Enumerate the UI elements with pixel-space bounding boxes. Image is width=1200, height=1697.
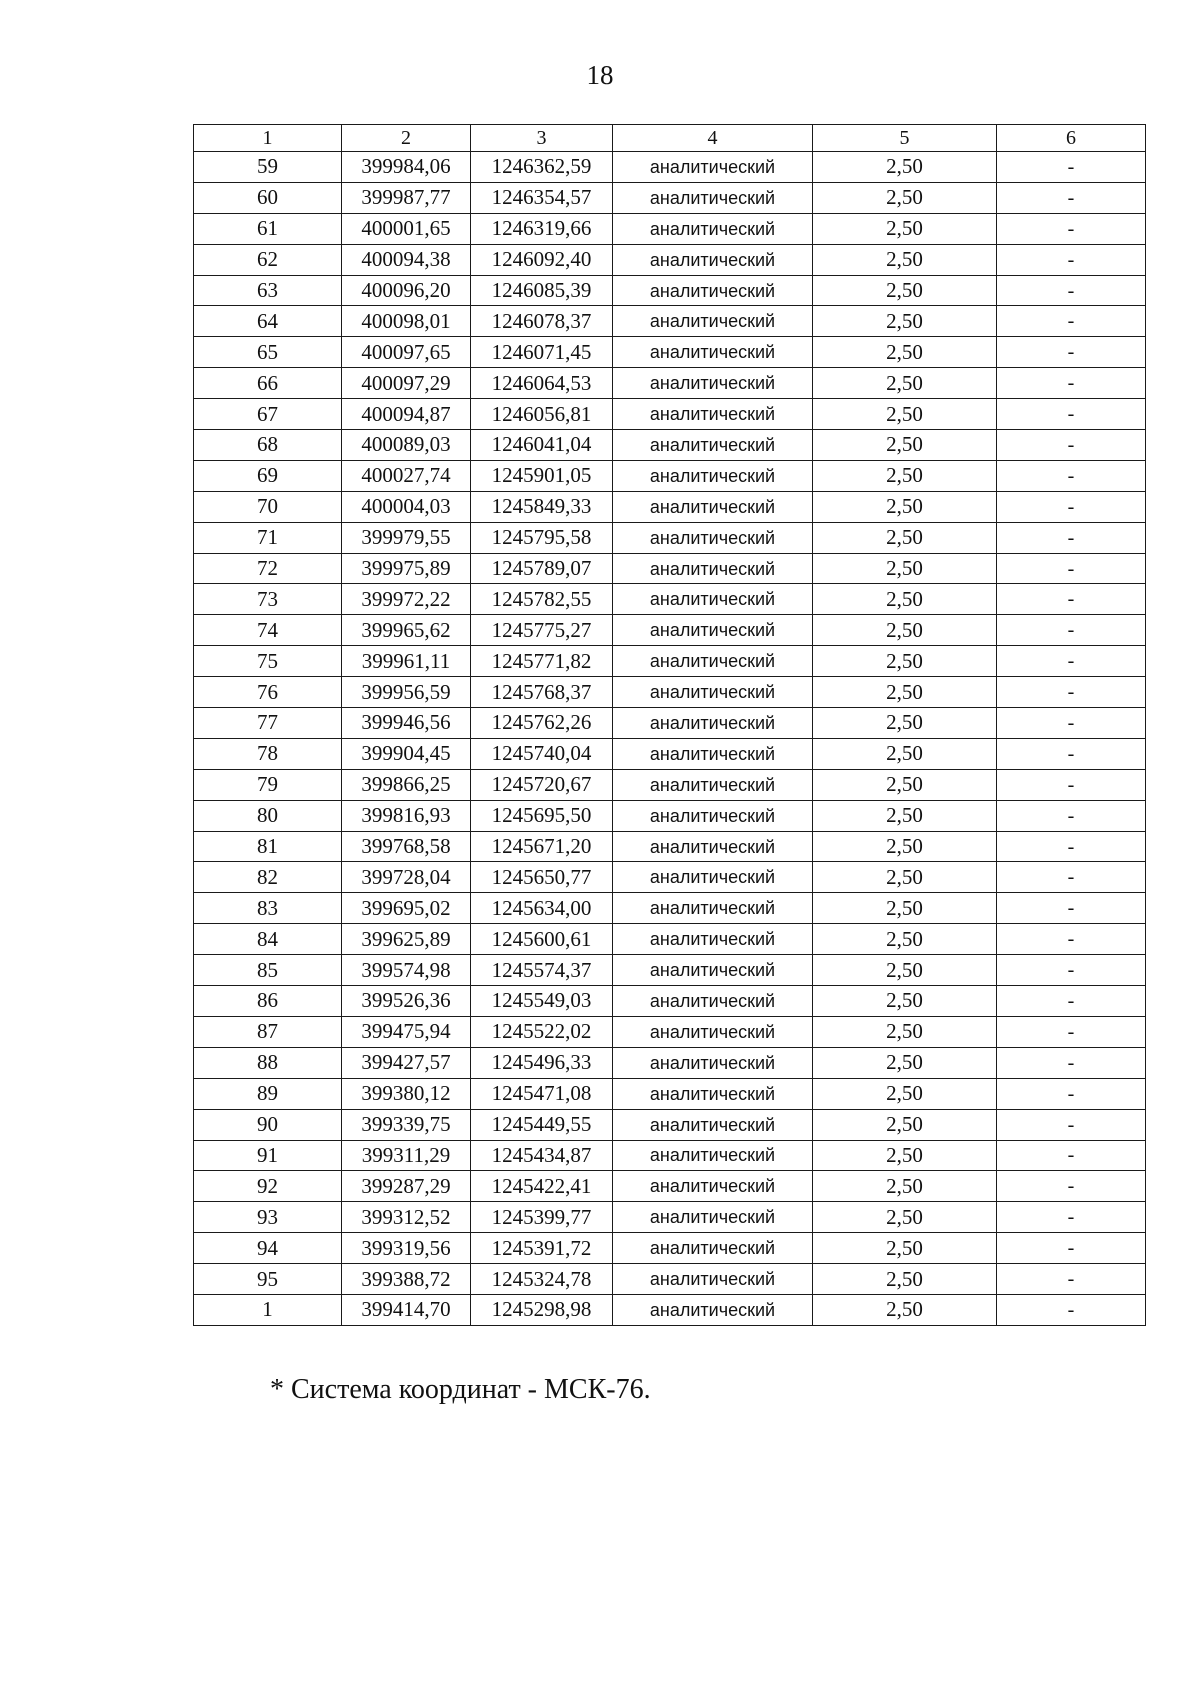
y-coordinate-cell: 1245391,72 bbox=[471, 1233, 613, 1264]
point-number-cell: 65 bbox=[194, 337, 342, 368]
accuracy-cell: 2,50 bbox=[813, 430, 997, 461]
method-cell: аналитический bbox=[613, 1140, 813, 1171]
x-coordinate-cell: 400097,65 bbox=[342, 337, 471, 368]
method-cell: аналитический bbox=[613, 677, 813, 708]
point-number-cell: 66 bbox=[194, 368, 342, 399]
method-cell: аналитический bbox=[613, 553, 813, 584]
x-coordinate-cell: 400094,38 bbox=[342, 244, 471, 275]
note-cell: - bbox=[997, 893, 1146, 924]
y-coordinate-cell: 1245449,55 bbox=[471, 1109, 613, 1140]
x-coordinate-cell: 399768,58 bbox=[342, 831, 471, 862]
note-cell: - bbox=[997, 708, 1146, 739]
table-row bbox=[194, 244, 1146, 275]
accuracy-cell: 2,50 bbox=[813, 1016, 997, 1047]
note-cell: - bbox=[997, 1264, 1146, 1295]
method-cell: аналитический bbox=[613, 1016, 813, 1047]
point-number-cell: 73 bbox=[194, 584, 342, 615]
note-cell: - bbox=[997, 1294, 1146, 1325]
accuracy-cell: 2,50 bbox=[813, 1047, 997, 1078]
point-number-cell: 70 bbox=[194, 491, 342, 522]
accuracy-cell: 2,50 bbox=[813, 800, 997, 831]
accuracy-cell: 2,50 bbox=[813, 893, 997, 924]
x-coordinate-cell: 399866,25 bbox=[342, 769, 471, 800]
y-coordinate-cell: 1245782,55 bbox=[471, 584, 613, 615]
note-cell: - bbox=[997, 1171, 1146, 1202]
method-cell: аналитический bbox=[613, 491, 813, 522]
point-number-cell: 71 bbox=[194, 522, 342, 553]
note-cell: - bbox=[997, 677, 1146, 708]
x-coordinate-cell: 399414,70 bbox=[342, 1294, 471, 1325]
y-coordinate-cell: 1245422,41 bbox=[471, 1171, 613, 1202]
point-number-cell: 74 bbox=[194, 615, 342, 646]
accuracy-cell: 2,50 bbox=[813, 460, 997, 491]
note-cell: - bbox=[997, 955, 1146, 986]
x-coordinate-cell: 399979,55 bbox=[342, 522, 471, 553]
x-coordinate-cell: 399311,29 bbox=[342, 1140, 471, 1171]
note-cell: - bbox=[997, 924, 1146, 955]
x-coordinate-cell: 400097,29 bbox=[342, 368, 471, 399]
y-coordinate-cell: 1245771,82 bbox=[471, 646, 613, 677]
note-cell: - bbox=[997, 368, 1146, 399]
accuracy-cell: 2,50 bbox=[813, 1264, 997, 1295]
method-cell: аналитический bbox=[613, 1109, 813, 1140]
method-cell: аналитический bbox=[613, 275, 813, 306]
x-coordinate-cell: 399380,12 bbox=[342, 1078, 471, 1109]
note-cell: - bbox=[997, 1233, 1146, 1264]
accuracy-cell: 2,50 bbox=[813, 955, 997, 986]
point-number-cell: 62 bbox=[194, 244, 342, 275]
accuracy-cell: 2,50 bbox=[813, 553, 997, 584]
table-row bbox=[194, 553, 1146, 584]
y-coordinate-cell: 1245522,02 bbox=[471, 1016, 613, 1047]
y-coordinate-cell: 1246041,04 bbox=[471, 430, 613, 461]
accuracy-cell: 2,50 bbox=[813, 368, 997, 399]
y-coordinate-cell: 1246071,45 bbox=[471, 337, 613, 368]
accuracy-cell: 2,50 bbox=[813, 1233, 997, 1264]
note-cell: - bbox=[997, 1109, 1146, 1140]
table-row bbox=[194, 1047, 1146, 1078]
point-number-cell: 60 bbox=[194, 182, 342, 213]
y-coordinate-cell: 1245434,87 bbox=[471, 1140, 613, 1171]
table-row bbox=[194, 924, 1146, 955]
note-cell: - bbox=[997, 738, 1146, 769]
table-row bbox=[194, 368, 1146, 399]
accuracy-cell: 2,50 bbox=[813, 306, 997, 337]
accuracy-cell: 2,50 bbox=[813, 1294, 997, 1325]
table-row bbox=[194, 213, 1146, 244]
x-coordinate-cell: 399904,45 bbox=[342, 738, 471, 769]
method-cell: аналитический bbox=[613, 800, 813, 831]
table-row bbox=[194, 182, 1146, 213]
x-coordinate-cell: 399695,02 bbox=[342, 893, 471, 924]
method-cell: аналитический bbox=[613, 152, 813, 183]
note-cell: - bbox=[997, 152, 1146, 183]
y-coordinate-cell: 1245471,08 bbox=[471, 1078, 613, 1109]
y-coordinate-cell: 1245768,37 bbox=[471, 677, 613, 708]
y-coordinate-cell: 1246319,66 bbox=[471, 213, 613, 244]
table-row bbox=[194, 646, 1146, 677]
x-coordinate-cell: 399339,75 bbox=[342, 1109, 471, 1140]
table-header-row bbox=[194, 125, 1146, 152]
x-coordinate-cell: 399728,04 bbox=[342, 862, 471, 893]
note-cell: - bbox=[997, 399, 1146, 430]
x-coordinate-cell: 399388,72 bbox=[342, 1264, 471, 1295]
table-row bbox=[194, 800, 1146, 831]
table-row bbox=[194, 1264, 1146, 1295]
x-coordinate-cell: 399816,93 bbox=[342, 800, 471, 831]
y-coordinate-cell: 1245600,61 bbox=[471, 924, 613, 955]
point-number-cell: 80 bbox=[194, 800, 342, 831]
table-row bbox=[194, 337, 1146, 368]
note-cell: - bbox=[997, 986, 1146, 1017]
note-cell: - bbox=[997, 769, 1146, 800]
accuracy-cell: 2,50 bbox=[813, 337, 997, 368]
method-cell: аналитический bbox=[613, 1171, 813, 1202]
y-coordinate-cell: 1246092,40 bbox=[471, 244, 613, 275]
table-row bbox=[194, 831, 1146, 862]
table-row bbox=[194, 1078, 1146, 1109]
x-coordinate-cell: 400004,03 bbox=[342, 491, 471, 522]
header-col-6: 6 bbox=[997, 125, 1146, 152]
method-cell: аналитический bbox=[613, 399, 813, 430]
accuracy-cell: 2,50 bbox=[813, 924, 997, 955]
y-coordinate-cell: 1245901,05 bbox=[471, 460, 613, 491]
point-number-cell: 94 bbox=[194, 1233, 342, 1264]
y-coordinate-cell: 1245399,77 bbox=[471, 1202, 613, 1233]
y-coordinate-cell: 1245574,37 bbox=[471, 955, 613, 986]
method-cell: аналитический bbox=[613, 337, 813, 368]
method-cell: аналитический bbox=[613, 738, 813, 769]
x-coordinate-cell: 399319,56 bbox=[342, 1233, 471, 1264]
x-coordinate-cell: 399574,98 bbox=[342, 955, 471, 986]
header-col-2: 2 bbox=[342, 125, 471, 152]
note-cell: - bbox=[997, 522, 1146, 553]
method-cell: аналитический bbox=[613, 924, 813, 955]
method-cell: аналитический bbox=[613, 769, 813, 800]
method-cell: аналитический bbox=[613, 584, 813, 615]
point-number-cell: 88 bbox=[194, 1047, 342, 1078]
y-coordinate-cell: 1245634,00 bbox=[471, 893, 613, 924]
y-coordinate-cell: 1246085,39 bbox=[471, 275, 613, 306]
y-coordinate-cell: 1246056,81 bbox=[471, 399, 613, 430]
method-cell: аналитический bbox=[613, 646, 813, 677]
table-body bbox=[194, 152, 1146, 1326]
x-coordinate-cell: 399287,29 bbox=[342, 1171, 471, 1202]
note-cell: - bbox=[997, 1140, 1146, 1171]
accuracy-cell: 2,50 bbox=[813, 646, 997, 677]
y-coordinate-cell: 1245775,27 bbox=[471, 615, 613, 646]
table-row bbox=[194, 769, 1146, 800]
accuracy-cell: 2,50 bbox=[813, 1171, 997, 1202]
point-number-cell: 69 bbox=[194, 460, 342, 491]
y-coordinate-cell: 1245671,20 bbox=[471, 831, 613, 862]
header-col-4: 4 bbox=[613, 125, 813, 152]
x-coordinate-cell: 400001,65 bbox=[342, 213, 471, 244]
y-coordinate-cell: 1245496,33 bbox=[471, 1047, 613, 1078]
accuracy-cell: 2,50 bbox=[813, 769, 997, 800]
x-coordinate-cell: 399526,36 bbox=[342, 986, 471, 1017]
accuracy-cell: 2,50 bbox=[813, 1078, 997, 1109]
x-coordinate-cell: 399972,22 bbox=[342, 584, 471, 615]
table-row bbox=[194, 306, 1146, 337]
y-coordinate-cell: 1245789,07 bbox=[471, 553, 613, 584]
accuracy-cell: 2,50 bbox=[813, 986, 997, 1017]
x-coordinate-cell: 400094,87 bbox=[342, 399, 471, 430]
accuracy-cell: 2,50 bbox=[813, 738, 997, 769]
x-coordinate-cell: 399956,59 bbox=[342, 677, 471, 708]
y-coordinate-cell: 1246078,37 bbox=[471, 306, 613, 337]
x-coordinate-cell: 399961,11 bbox=[342, 646, 471, 677]
point-number-cell: 72 bbox=[194, 553, 342, 584]
table-row bbox=[194, 1294, 1146, 1325]
x-coordinate-cell: 399427,57 bbox=[342, 1047, 471, 1078]
method-cell: аналитический bbox=[613, 306, 813, 337]
method-cell: аналитический bbox=[613, 1047, 813, 1078]
y-coordinate-cell: 1246064,53 bbox=[471, 368, 613, 399]
point-number-cell: 1 bbox=[194, 1294, 342, 1325]
table-row bbox=[194, 862, 1146, 893]
accuracy-cell: 2,50 bbox=[813, 1109, 997, 1140]
point-number-cell: 61 bbox=[194, 213, 342, 244]
note-cell: - bbox=[997, 213, 1146, 244]
method-cell: аналитический bbox=[613, 1078, 813, 1109]
method-cell: аналитический bbox=[613, 893, 813, 924]
table-row bbox=[194, 615, 1146, 646]
y-coordinate-cell: 1245720,67 bbox=[471, 769, 613, 800]
note-cell: - bbox=[997, 337, 1146, 368]
method-cell: аналитический bbox=[613, 831, 813, 862]
point-number-cell: 90 bbox=[194, 1109, 342, 1140]
table-row bbox=[194, 708, 1146, 739]
accuracy-cell: 2,50 bbox=[813, 244, 997, 275]
accuracy-cell: 2,50 bbox=[813, 275, 997, 306]
point-number-cell: 59 bbox=[194, 152, 342, 183]
point-number-cell: 87 bbox=[194, 1016, 342, 1047]
note-cell: - bbox=[997, 862, 1146, 893]
header-col-1: 1 bbox=[194, 125, 342, 152]
accuracy-cell: 2,50 bbox=[813, 213, 997, 244]
accuracy-cell: 2,50 bbox=[813, 399, 997, 430]
accuracy-cell: 2,50 bbox=[813, 615, 997, 646]
y-coordinate-cell: 1246362,59 bbox=[471, 152, 613, 183]
note-cell: - bbox=[997, 1202, 1146, 1233]
table-row bbox=[194, 1233, 1146, 1264]
point-number-cell: 83 bbox=[194, 893, 342, 924]
x-coordinate-cell: 400098,01 bbox=[342, 306, 471, 337]
accuracy-cell: 2,50 bbox=[813, 584, 997, 615]
y-coordinate-cell: 1246354,57 bbox=[471, 182, 613, 213]
note-cell: - bbox=[997, 491, 1146, 522]
table-row bbox=[194, 430, 1146, 461]
coordinate-system-footnote: * Система координат - МСК-76. bbox=[270, 1374, 651, 1405]
x-coordinate-cell: 399946,56 bbox=[342, 708, 471, 739]
page-number: 18 bbox=[586, 60, 614, 90]
table-row bbox=[194, 893, 1146, 924]
y-coordinate-cell: 1245695,50 bbox=[471, 800, 613, 831]
accuracy-cell: 2,50 bbox=[813, 522, 997, 553]
table-row bbox=[194, 460, 1146, 491]
table-row bbox=[194, 275, 1146, 306]
method-cell: аналитический bbox=[613, 244, 813, 275]
point-number-cell: 86 bbox=[194, 986, 342, 1017]
point-number-cell: 77 bbox=[194, 708, 342, 739]
method-cell: аналитический bbox=[613, 955, 813, 986]
accuracy-cell: 2,50 bbox=[813, 152, 997, 183]
x-coordinate-cell: 399975,89 bbox=[342, 553, 471, 584]
point-number-cell: 75 bbox=[194, 646, 342, 677]
table-row bbox=[194, 738, 1146, 769]
note-cell: - bbox=[997, 553, 1146, 584]
y-coordinate-cell: 1245795,58 bbox=[471, 522, 613, 553]
y-coordinate-cell: 1245549,03 bbox=[471, 986, 613, 1017]
point-number-cell: 79 bbox=[194, 769, 342, 800]
point-number-cell: 67 bbox=[194, 399, 342, 430]
note-cell: - bbox=[997, 1016, 1146, 1047]
y-coordinate-cell: 1245298,98 bbox=[471, 1294, 613, 1325]
y-coordinate-cell: 1245740,04 bbox=[471, 738, 613, 769]
table-row bbox=[194, 152, 1146, 183]
point-number-cell: 92 bbox=[194, 1171, 342, 1202]
method-cell: аналитический bbox=[613, 182, 813, 213]
note-cell: - bbox=[997, 430, 1146, 461]
table-row bbox=[194, 677, 1146, 708]
note-cell: - bbox=[997, 646, 1146, 677]
accuracy-cell: 2,50 bbox=[813, 677, 997, 708]
note-cell: - bbox=[997, 306, 1146, 337]
table-row bbox=[194, 955, 1146, 986]
method-cell: аналитический bbox=[613, 368, 813, 399]
y-coordinate-cell: 1245849,33 bbox=[471, 491, 613, 522]
note-cell: - bbox=[997, 182, 1146, 213]
y-coordinate-cell: 1245762,26 bbox=[471, 708, 613, 739]
accuracy-cell: 2,50 bbox=[813, 491, 997, 522]
method-cell: аналитический bbox=[613, 862, 813, 893]
x-coordinate-cell: 400096,20 bbox=[342, 275, 471, 306]
table-row bbox=[194, 1171, 1146, 1202]
table-row bbox=[194, 1016, 1146, 1047]
point-number-cell: 85 bbox=[194, 955, 342, 986]
accuracy-cell: 2,50 bbox=[813, 1140, 997, 1171]
x-coordinate-cell: 400089,03 bbox=[342, 430, 471, 461]
table-row bbox=[194, 584, 1146, 615]
x-coordinate-cell: 399475,94 bbox=[342, 1016, 471, 1047]
method-cell: аналитический bbox=[613, 522, 813, 553]
table-row bbox=[194, 986, 1146, 1017]
header-col-5: 5 bbox=[813, 125, 997, 152]
method-cell: аналитический bbox=[613, 1233, 813, 1264]
x-coordinate-cell: 399625,89 bbox=[342, 924, 471, 955]
accuracy-cell: 2,50 bbox=[813, 831, 997, 862]
accuracy-cell: 2,50 bbox=[813, 708, 997, 739]
x-coordinate-cell: 400027,74 bbox=[342, 460, 471, 491]
method-cell: аналитический bbox=[613, 430, 813, 461]
point-number-cell: 91 bbox=[194, 1140, 342, 1171]
x-coordinate-cell: 399965,62 bbox=[342, 615, 471, 646]
note-cell: - bbox=[997, 1047, 1146, 1078]
table-row bbox=[194, 1140, 1146, 1171]
method-cell: аналитический bbox=[613, 708, 813, 739]
accuracy-cell: 2,50 bbox=[813, 1202, 997, 1233]
method-cell: аналитический bbox=[613, 1264, 813, 1295]
point-number-cell: 63 bbox=[194, 275, 342, 306]
table-row bbox=[194, 522, 1146, 553]
method-cell: аналитический bbox=[613, 1294, 813, 1325]
note-cell: - bbox=[997, 615, 1146, 646]
point-number-cell: 78 bbox=[194, 738, 342, 769]
point-number-cell: 84 bbox=[194, 924, 342, 955]
note-cell: - bbox=[997, 244, 1146, 275]
method-cell: аналитический bbox=[613, 460, 813, 491]
note-cell: - bbox=[997, 275, 1146, 306]
method-cell: аналитический bbox=[613, 213, 813, 244]
method-cell: аналитический bbox=[613, 615, 813, 646]
y-coordinate-cell: 1245324,78 bbox=[471, 1264, 613, 1295]
point-number-cell: 64 bbox=[194, 306, 342, 337]
x-coordinate-cell: 399984,06 bbox=[342, 152, 471, 183]
point-number-cell: 76 bbox=[194, 677, 342, 708]
point-number-cell: 81 bbox=[194, 831, 342, 862]
accuracy-cell: 2,50 bbox=[813, 862, 997, 893]
method-cell: аналитический bbox=[613, 1202, 813, 1233]
note-cell: - bbox=[997, 800, 1146, 831]
accuracy-cell: 2,50 bbox=[813, 182, 997, 213]
table-row bbox=[194, 491, 1146, 522]
table-row bbox=[194, 1202, 1146, 1233]
header-col-3: 3 bbox=[471, 125, 613, 152]
table-row bbox=[194, 399, 1146, 430]
point-number-cell: 89 bbox=[194, 1078, 342, 1109]
note-cell: - bbox=[997, 831, 1146, 862]
point-number-cell: 68 bbox=[194, 430, 342, 461]
y-coordinate-cell: 1245650,77 bbox=[471, 862, 613, 893]
note-cell: - bbox=[997, 584, 1146, 615]
coordinates-table bbox=[193, 124, 1146, 1326]
method-cell: аналитический bbox=[613, 986, 813, 1017]
point-number-cell: 95 bbox=[194, 1264, 342, 1295]
x-coordinate-cell: 399312,52 bbox=[342, 1202, 471, 1233]
note-cell: - bbox=[997, 460, 1146, 491]
table-row bbox=[194, 1109, 1146, 1140]
point-number-cell: 82 bbox=[194, 862, 342, 893]
note-cell: - bbox=[997, 1078, 1146, 1109]
x-coordinate-cell: 399987,77 bbox=[342, 182, 471, 213]
point-number-cell: 93 bbox=[194, 1202, 342, 1233]
